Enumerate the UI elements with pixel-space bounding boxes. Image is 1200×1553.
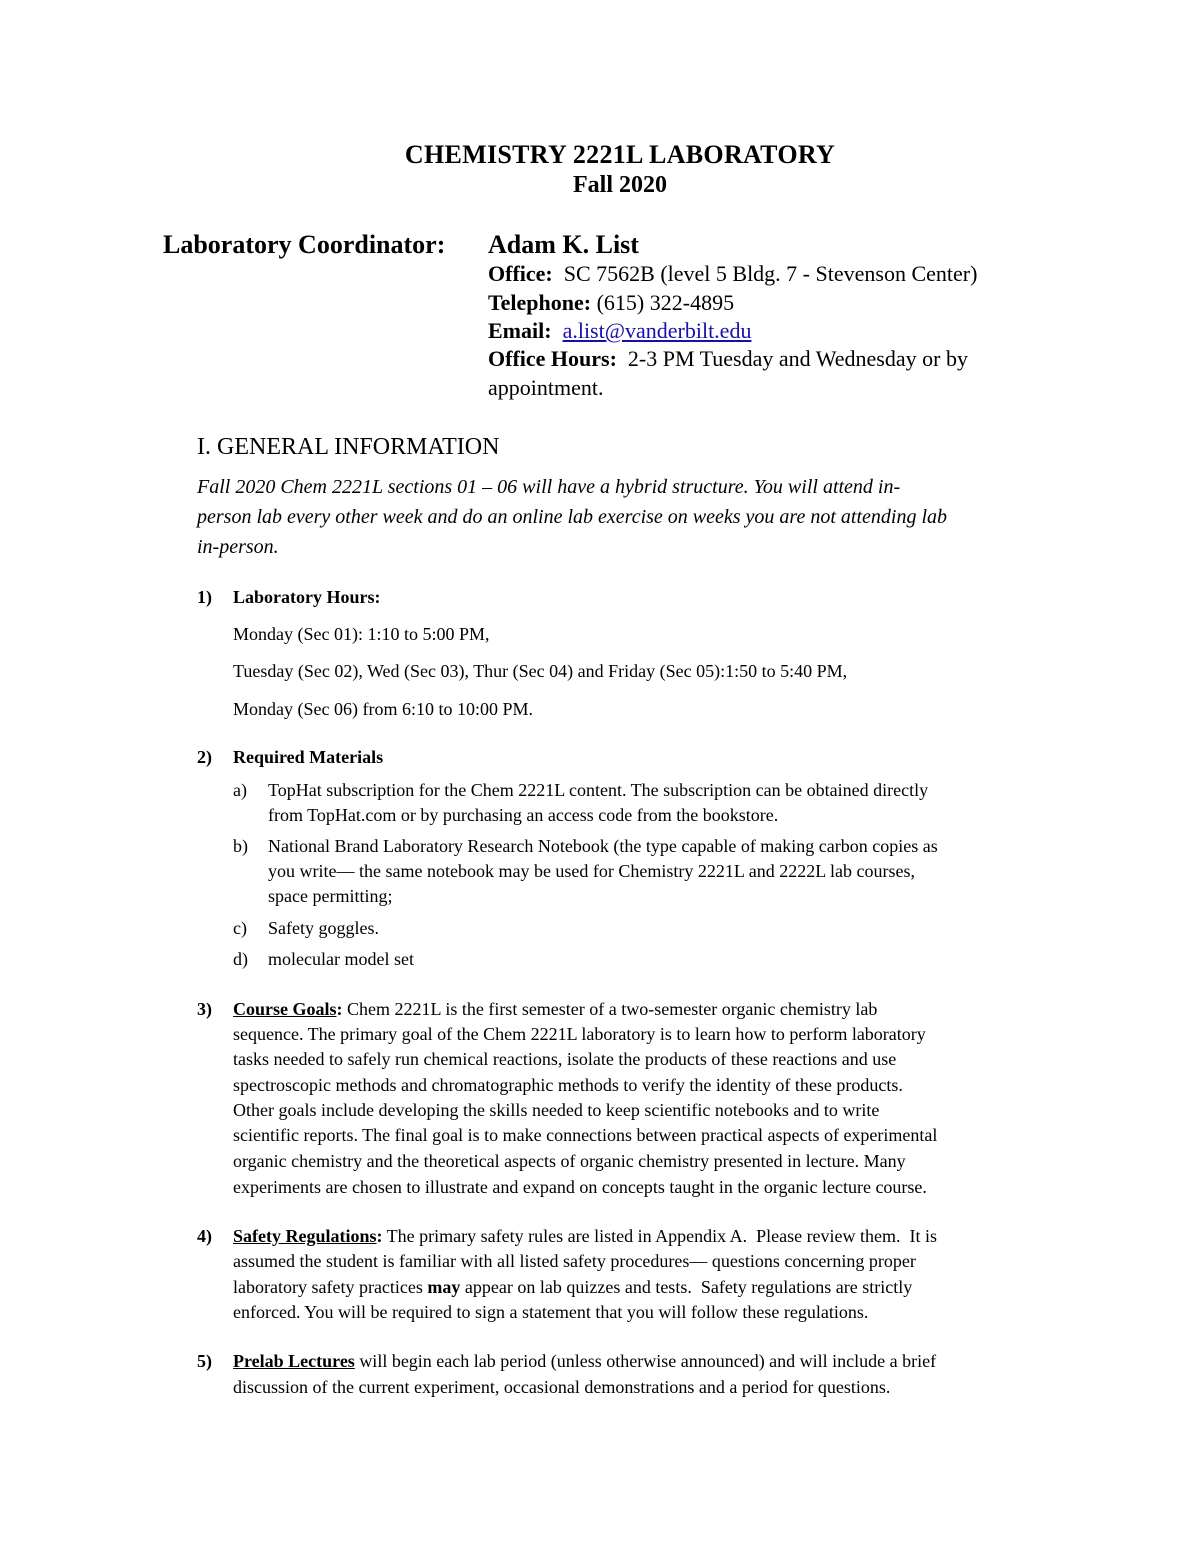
- safety-first-text: The primary safety rules are listed in Appendix A. Please review them. It is: [382, 1226, 938, 1246]
- goals-line: Other goals include developing the skills needed to keep scientific notebooks and to write: [233, 1100, 880, 1120]
- email-link[interactable]: a.list@vanderbilt.edu: [562, 318, 752, 343]
- office-hours-line: [488, 346, 968, 372]
- office-hours-label: Office Hours:: [488, 346, 617, 371]
- safety-text: laboratory safety practices: [233, 1277, 428, 1297]
- safety-line: assumed the student is familiar with all listed safety procedures— questions concerning proper: [233, 1251, 916, 1271]
- goals-line: sequence. The primary goal of the Chem 2221L laboratory is to learn how to perform laboratory: [233, 1024, 926, 1044]
- material-letter: a): [233, 780, 247, 800]
- goals-line: organic chemistry and the theoretical aspects of organic chemistry presented in lecture. Many: [233, 1151, 906, 1171]
- item-number: 4): [197, 1226, 212, 1246]
- goals-line: experiments are chosen to illustrate and expand on concepts taught in the organic lecture course.: [233, 1177, 927, 1197]
- coordinator-label: Laboratory Coordinator:: [163, 230, 446, 259]
- safety-first-line: [233, 1226, 937, 1247]
- lab-hours-line: Monday (Sec 01): 1:10 to 5:00 PM,: [233, 624, 490, 644]
- intro-line: Fall 2020 Chem 2221L sections 01 – 06 will have a hybrid structure. You will attend in-: [197, 476, 901, 498]
- prelab-first-line: [233, 1351, 936, 1372]
- telephone-value: (615) 322-4895: [596, 290, 735, 315]
- intro-line: person lab every other week and do an online lab exercise on weeks you are not attending lab: [197, 506, 947, 528]
- office-line: [488, 261, 977, 287]
- material-line: Safety goggles.: [268, 918, 379, 938]
- item-number: 5): [197, 1351, 212, 1371]
- goals-first-line: [233, 999, 877, 1020]
- section-general-heading: I. GENERAL INFORMATION: [197, 434, 500, 460]
- lab-hours-line: Tuesday (Sec 02), Wed (Sec 03), Thur (Sec 04) and Friday (Sec 05):1:50 to 5:40 PM,: [233, 661, 848, 681]
- goals-line: scientific reports. The final goal is to make connections between practical aspects of experimental: [233, 1125, 938, 1145]
- office-hours-value: 2-3 PM Tuesday and Wednesday or by: [627, 346, 968, 371]
- material-line: TopHat subscription for the Chem 2221L content. The subscription can be obtained directly: [268, 780, 929, 800]
- safety-heading: Safety Regulations: [233, 1226, 377, 1246]
- safety-emphasis: may: [427, 1277, 461, 1297]
- safety-colon: :: [376, 1226, 383, 1246]
- goals-line: spectroscopic methods and chromatographic methods to verify the identity of these products.: [233, 1075, 903, 1095]
- telephone-line: [488, 290, 734, 316]
- telephone-label: Telephone:: [488, 290, 592, 315]
- material-line: from TopHat.com or by purchasing an access code from the bookstore.: [268, 805, 779, 825]
- material-line: National Brand Laboratory Research Notebook (the type capable of making carbon copies as: [268, 836, 938, 856]
- email-label: Email:: [488, 318, 552, 343]
- document-term: Fall 2020: [573, 172, 667, 198]
- document-title: CHEMISTRY 2221L LABORATORY: [404, 140, 836, 169]
- material-letter: b): [233, 836, 248, 856]
- prelab-heading: Prelab Lectures: [233, 1351, 355, 1371]
- material-letter: c): [233, 918, 247, 938]
- prelab-line: discussion of the current experiment, occasional demonstrations and a period for questions.: [233, 1377, 891, 1397]
- material-letter: d): [233, 949, 248, 969]
- item-number: 3): [197, 999, 212, 1019]
- item-number: 2): [197, 747, 212, 767]
- item-number: 1): [197, 587, 212, 607]
- intro-line: in-person.: [197, 536, 279, 558]
- goals-colon: :: [336, 999, 343, 1019]
- office-hours-continued: appointment.: [488, 375, 604, 400]
- email-line: [488, 318, 751, 344]
- goals-first-text: Chem 2221L is the first semester of a two-semester organic chemistry lab: [342, 999, 878, 1019]
- material-line: space permitting;: [268, 886, 393, 906]
- material-line: molecular model set: [268, 949, 414, 969]
- lab-hours-heading: Laboratory Hours:: [233, 587, 381, 607]
- goals-heading: Course Goals: [233, 999, 337, 1019]
- office-label: Office:: [488, 261, 553, 286]
- office-value: SC 7562B (level 5 Bldg. 7 - Stevenson Center): [563, 261, 978, 286]
- safety-line: enforced. You will be required to sign a statement that you will follow these regulations.: [233, 1302, 869, 1322]
- goals-line: tasks needed to safely run chemical reactions, isolate the products of these reactions and use: [233, 1049, 897, 1069]
- materials-heading: Required Materials: [233, 747, 384, 767]
- coordinator-name: Adam K. List: [488, 230, 639, 259]
- safety-text: appear on lab quizzes and tests. Safety regulations are strictly: [460, 1277, 913, 1297]
- safety-line: [233, 1277, 912, 1298]
- prelab-first-text: will begin each lab period (unless otherwise announced) and will include a brief: [354, 1351, 937, 1371]
- material-line: you write— the same notebook may be used for Chemistry 2221L and 2222L lab courses,: [268, 861, 916, 881]
- lab-hours-line: Monday (Sec 06) from 6:10 to 10:00 PM.: [233, 699, 533, 719]
